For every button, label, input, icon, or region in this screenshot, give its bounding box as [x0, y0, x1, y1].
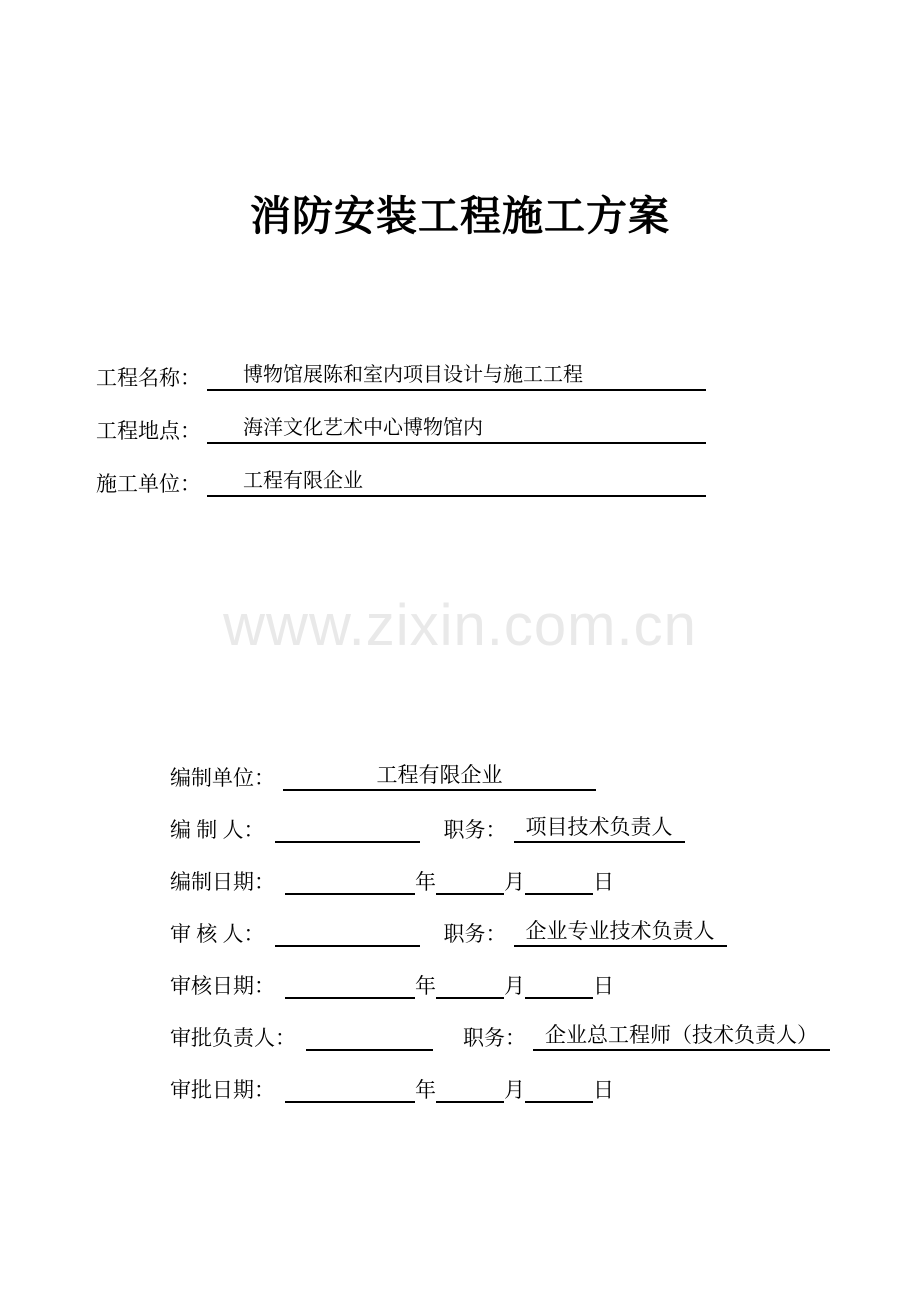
approver-label: 审批负责人： — [170, 1025, 296, 1050]
review-date-row — [170, 947, 870, 999]
compiler-name-blank — [275, 840, 420, 843]
approver-duty-label: 职务： — [463, 1025, 526, 1050]
compiler-duty-label: 职务： — [443, 817, 507, 842]
review-date-year-blank — [285, 996, 415, 999]
review-date-month-blank — [436, 996, 504, 999]
review-date-year-char: 年 — [415, 973, 436, 998]
review-date-day-blank — [525, 996, 593, 999]
compile-date-year-blank — [285, 892, 415, 895]
compile-unit-row — [170, 739, 870, 791]
compile-unit-value: 工程有限企业 — [376, 762, 503, 787]
reviewer-name-blank — [275, 944, 420, 947]
approver-row — [170, 999, 870, 1051]
project-name-label: 工程名称： — [96, 365, 201, 390]
compile-date-day-blank — [525, 892, 593, 895]
review-date-month-char: 月 — [504, 973, 525, 998]
document-title: 消防安装工程施工方案 — [250, 193, 670, 239]
approval-date-month-blank — [436, 1100, 504, 1103]
compiler-row — [170, 791, 870, 843]
watermark-text: www.zixin.com.cn — [223, 593, 697, 658]
approval-date-month-char: 月 — [504, 1077, 525, 1102]
construction-unit-value: 工程有限企业 — [243, 470, 363, 492]
approval-date-year-char: 年 — [415, 1077, 436, 1102]
compile-date-month-char: 月 — [504, 869, 525, 894]
project-name-value: 博物馆展陈和室内项目设计与施工工程 — [243, 364, 583, 386]
compile-date-label: 编制日期： — [170, 869, 275, 894]
construction-unit-value-line — [207, 469, 706, 497]
approver-duty-value: 企业总工程师（技术负责人） — [545, 1022, 818, 1047]
compile-unit-value-line — [283, 762, 596, 791]
project-name-value-line — [207, 363, 706, 391]
project-info-block — [96, 338, 826, 497]
reviewer-duty-value-line — [514, 918, 727, 947]
approver-name-blank — [306, 1048, 433, 1051]
approval-date-year-blank — [285, 1100, 415, 1103]
construction-unit-label: 施工单位： — [96, 471, 201, 496]
approval-date-label: 审批日期： — [170, 1077, 275, 1102]
project-name-row — [96, 338, 826, 391]
reviewer-duty-value: 企业专业技术负责人 — [525, 918, 715, 943]
compiler-label: 编 制 人： — [170, 817, 265, 842]
compiler-duty-value: 项目技术负责人 — [525, 814, 673, 839]
project-location-value-line — [207, 416, 706, 444]
review-date-label: 审核日期： — [170, 973, 275, 998]
review-date-day-char: 日 — [593, 973, 614, 998]
project-location-label: 工程地点： — [96, 418, 201, 443]
approver-duty-value-line — [533, 1022, 830, 1051]
approval-date-day-blank — [525, 1100, 593, 1103]
compile-date-day-char: 日 — [593, 869, 614, 894]
compiler-duty-value-line — [514, 814, 685, 843]
reviewer-label: 审 核 人： — [170, 921, 265, 946]
approval-date-day-char: 日 — [593, 1077, 614, 1102]
approval-date-row — [170, 1051, 870, 1103]
compile-date-year-char: 年 — [415, 869, 436, 894]
reviewer-row — [170, 895, 870, 947]
construction-unit-row — [96, 444, 826, 497]
project-location-row — [96, 391, 826, 444]
compile-unit-label: 编制单位： — [170, 765, 275, 790]
signature-block — [170, 739, 870, 1103]
reviewer-duty-label: 职务： — [443, 921, 507, 946]
compile-date-month-blank — [436, 892, 504, 895]
project-location-value: 海洋文化艺术中心博物馆内 — [243, 417, 483, 439]
compile-date-row — [170, 843, 870, 895]
